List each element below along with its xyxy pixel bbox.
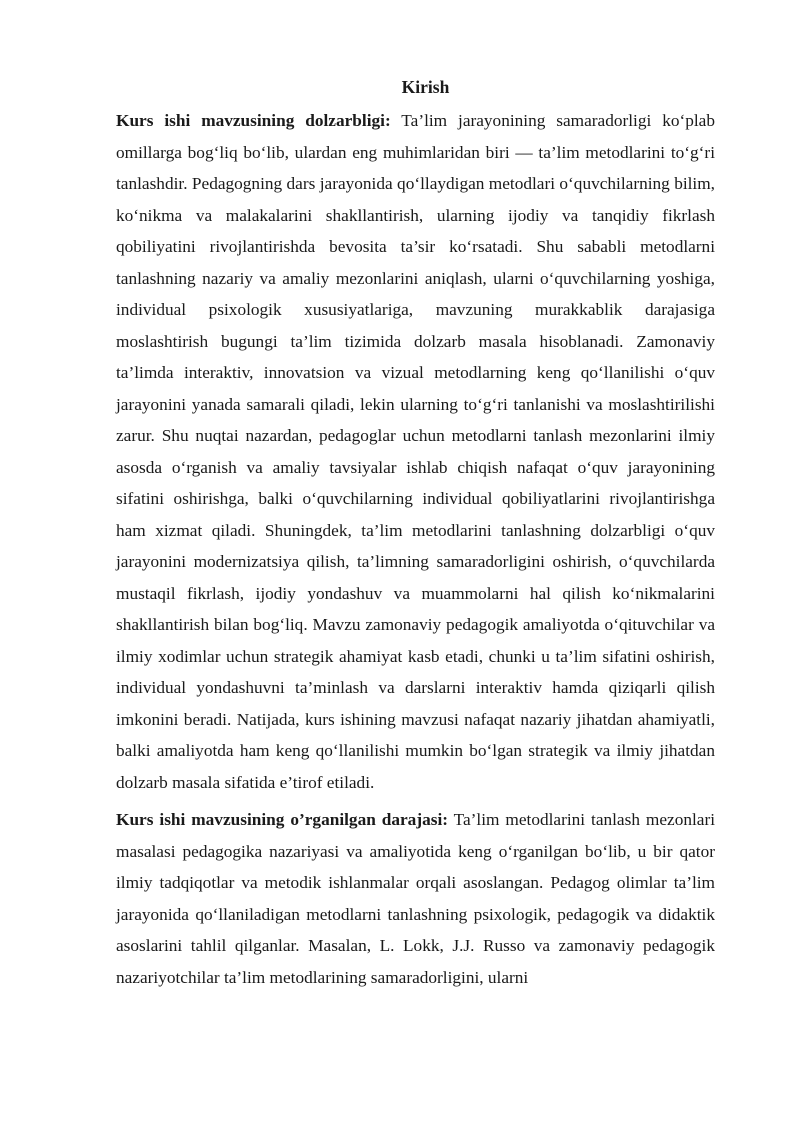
paragraph-body-studied-degree: Ta’lim metodlarini tanlash mezonlari masalasi pedagogika nazariyasi va amaliyotida keng o‘rganilgan bo‘lib, u bir qator ilmiy tadqiqotlar va metodik ishlanmalar orqali asoslangan. Pedagog olimlar ta’lim jarayonida qo‘llaniladigan metodlarni tanlashning psixologik, pedagogik va didaktik asoslarini tahlil qilganlar. Masalan, L. Lokk, J.J. Russo va zamonaviy pedagogik nazariyotchilar ta’lim metodlarining samaradorligini, ularni: [116, 810, 715, 987]
paragraph-studied-degree: [116, 804, 715, 993]
paragraph-relevance: [116, 105, 715, 798]
paragraph-lead-studied-degree: Kurs ishi mavzusining o’rganilgan darajasi:: [116, 810, 449, 829]
document-title: Kirish: [401, 77, 450, 97]
paragraph-body-relevance: Ta’lim jarayonining samaradorligi ko‘plab omillarga bog‘liq bo‘lib, ulardan eng muhimlaridan biri — ta’lim metodlarini to‘g‘ri tanlashdir. Pedagogning dars jarayonida qo‘llaydigan metodlari o‘quvchilarning bilim, ko‘nikma va malakalarini shakllantirish, ularning ijodiy va tanqidiy fikrlash qobiliyatini rivojlantirishda bevosita ta’sir ko‘rsatadi. Shu sababli metodlarni tanlashning nazariy va amaliy mezonlarini aniqlash, ularni o‘quvchilarning yoshiga, individual psixologik xususiyatlariga, mavzuning murakkablik darajasiga moslashtirish bugungi ta’lim tizimida dolzarb masala hisoblanadi. Zamonaviy ta’limda interaktiv, innovatsion va vizual metodlarning keng qo‘llanilishi o‘quv jarayonini yanada samarali qiladi, lekin ularning to‘g‘ri tanlanishi va moslashtirilishi zarur. Shu nuqtai nazardan, pedagoglar uchun metodlarni tanlash mezonlarini ilmiy asosda o‘rganish va amaliy tavsiyalar ishlab chiqish nafaqat o‘quv jarayonining sifatini oshirishga, balki o‘quvchilarning individual qobiliyatlarini rivojlantirishga ham xizmat qiladi. Shuningdek, ta’lim metodlarini tanlashning dolzarbligi o‘quv jarayonini modernizatsiya qilish, ta’limning samaradorligini oshirish, o‘quvchilarda mustaqil fikrlash, ijodiy yondashuv va muammolarni hal qilish ko‘nikmalarini shakllantirish bilan bog‘liq. Mavzu zamonaviy pedagogik amaliyotda o‘qituvchilar va ilmiy xodimlar uchun strategik ahamiyat kasb etadi, chunki u ta’lim sifatini oshirish, individual yondashuvni ta’minlash va darslarni interaktiv hamda qiziqarli qilish imkonini beradi. Natijada, kurs ishining mavzusi nafaqat nazariy jihatdan ahamiyatli, balki amaliyotda ham keng qo‘llanilishi mumkin bo‘lgan strategik va ilmiy jihatdan dolzarb masala sifatida e’tirof etiladi.: [116, 111, 715, 792]
paragraph-lead-relevance: Kurs ishi mavzusining dolzarbligi:: [116, 111, 391, 130]
